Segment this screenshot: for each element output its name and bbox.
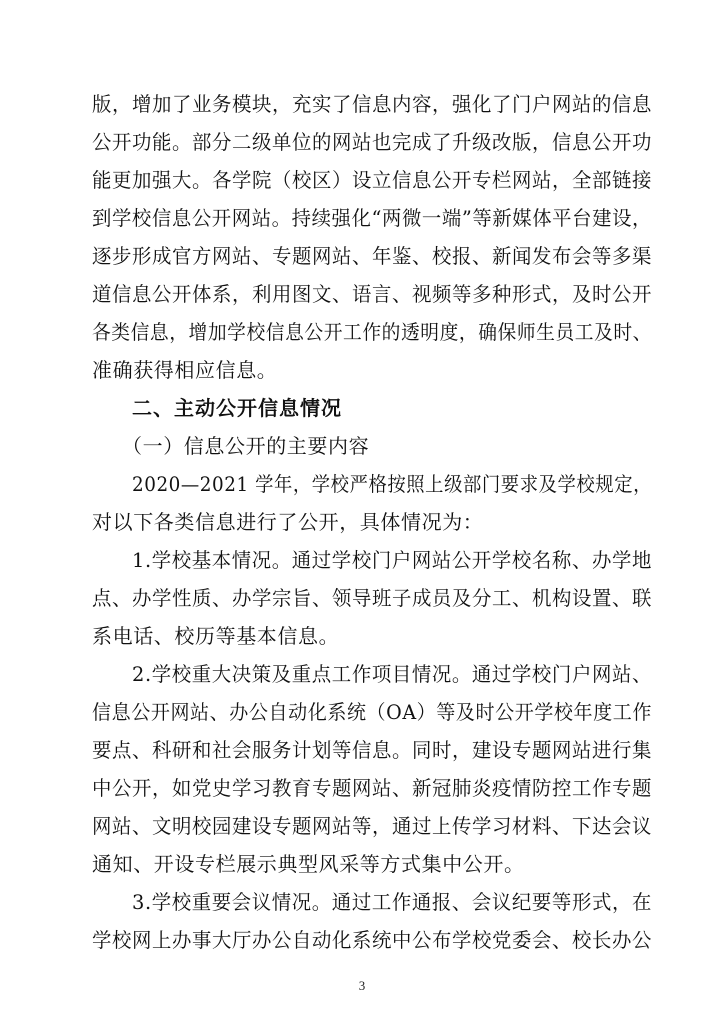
body-text-line: 学校网上办事大厅办公自动化系统中公布学校党委会、校长办公 bbox=[92, 928, 652, 952]
body-text-line: 要点、科研和社会服务计划等信息。同时，建设专题网站进行集 bbox=[92, 738, 652, 762]
body-text-line: 2020—2021 学年，学校严格按照上级部门要求及学校规定， bbox=[132, 472, 652, 496]
body-text-line: 准确获得相应信息。 bbox=[92, 358, 278, 382]
body-text-line: 3.学校重要会议情况。通过工作通报、会议纪要等形式，在 bbox=[132, 890, 652, 914]
body-text-line: 信息公开网站、办公自动化系统（OA）等及时公开学校年度工作 bbox=[92, 700, 652, 724]
body-text-line: 能更加强大。各学院（校区）设立信息公开专栏网站，全部链接 bbox=[92, 168, 652, 192]
body-text-line: 2.学校重大决策及重点工作项目情况。通过学校门户网站、 bbox=[132, 662, 652, 686]
body-text-line: 到学校信息公开网站。持续强化“两微一端”等新媒体平台建设， bbox=[92, 206, 652, 230]
body-text-line: 各类信息，增加学校信息公开工作的透明度，确保师生员工及时、 bbox=[92, 320, 652, 344]
body-text-line: 1.学校基本情况。通过学校门户网站公开学校名称、办学地 bbox=[132, 548, 652, 572]
body-text-line: 对以下各类信息进行了公开，具体情况为： bbox=[92, 510, 484, 534]
body-text-line: 逐步形成官方网站、专题网站、年鉴、校报、新闻发布会等多渠 bbox=[92, 244, 652, 268]
body-text-line: 通知、开设专栏展示典型风采等方式集中公开。 bbox=[92, 852, 525, 876]
body-text-line: 版，增加了业务模块，充实了信息内容，强化了门户网站的信息 bbox=[92, 92, 652, 116]
section-heading: 二、主动公开信息情况 bbox=[132, 396, 342, 420]
body-text-line: 网站、文明校园建设专题网站等，通过上传学习材料、下达会议 bbox=[92, 814, 652, 838]
subsection-heading: （一）信息公开的主要内容 bbox=[122, 434, 370, 458]
body-text-line: 点、办学性质、办学宗旨、领导班子成员及分工、机构设置、联 bbox=[92, 586, 652, 610]
body-text-line: 中公开，如党史学习教育专题网站、新冠肺炎疫情防控工作专题 bbox=[92, 776, 652, 800]
body-text-line: 系电话、校历等基本信息。 bbox=[92, 624, 340, 648]
body-text-line: 道信息公开体系，利用图文、语言、视频等多种形式，及时公开 bbox=[92, 282, 652, 306]
body-text-line: 公开功能。部分二级单位的网站也完成了升级改版，信息公开功 bbox=[92, 130, 652, 154]
page-number: 3 bbox=[358, 978, 366, 993]
